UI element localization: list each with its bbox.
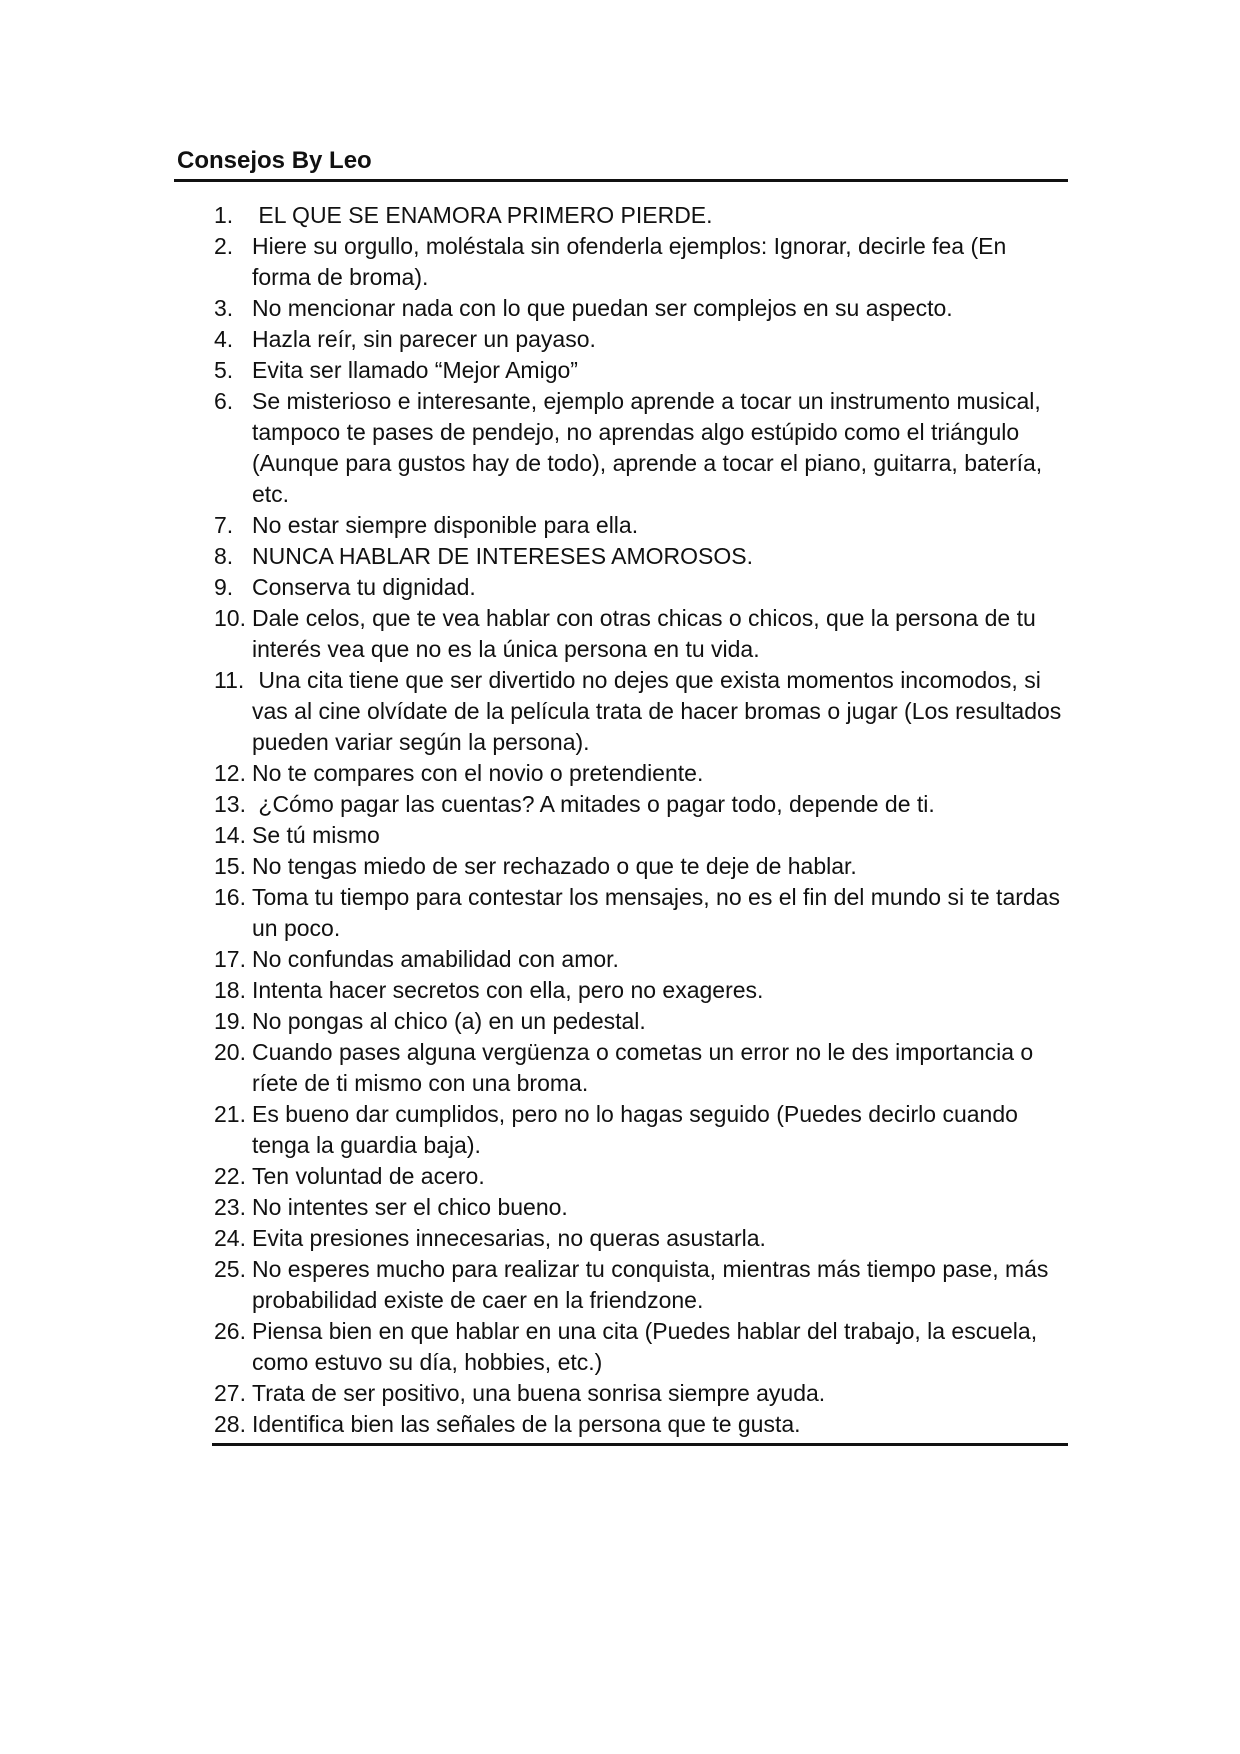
list-item <box>0 355 1240 386</box>
item-number: 27. <box>214 1380 246 1406</box>
list-item <box>0 1192 1240 1223</box>
list-item <box>0 789 1240 820</box>
item-number: 24. <box>214 1225 246 1251</box>
list-item <box>0 851 1240 882</box>
item-text: No estar siempre disponible para ella. <box>252 512 639 538</box>
item-number: 8. <box>214 543 234 569</box>
item-text: Identifica bien las señales de la persona que te gusta. <box>252 1411 801 1437</box>
item-text: Conserva tu dignidad. <box>252 574 476 600</box>
item-text: No esperes mucho para realizar tu conquista, mientras más tiempo pase, más probabilidad existe de caer en la friendzone. <box>252 1256 1055 1313</box>
item-text: Cuando pases alguna vergüenza o cometas un error no le des importancia o ríete de ti mismo con una broma. <box>252 1039 1040 1096</box>
item-number: 4. <box>214 326 234 352</box>
item-number: 9. <box>214 574 234 600</box>
item-text: Se misterioso e interesante, ejemplo aprende a tocar un instrumento musical, tampoco te pases de pendejo, no aprendas algo estúpido como el triángulo (Aunque para gustos hay de todo), aprende a tocar el piano, guitarra, batería, etc. <box>252 388 1049 507</box>
item-text: Evita ser llamado “Mejor Amigo” <box>252 357 578 383</box>
item-text: Trata de ser positivo, una buena sonrisa siempre ayuda. <box>252 1380 826 1406</box>
list-item <box>0 603 1240 665</box>
item-number: 16. <box>214 884 246 910</box>
item-text: ¿Cómo pagar las cuentas? A mitades o pagar todo, depende de ti. <box>252 791 935 817</box>
list-item <box>0 1223 1240 1254</box>
tips-list <box>0 200 1240 1440</box>
list-item <box>0 665 1240 758</box>
item-text: No te compares con el novio o pretendiente. <box>252 760 704 786</box>
item-number: 18. <box>214 977 246 1003</box>
list-bottom-rule <box>212 1443 1068 1446</box>
list-item <box>0 231 1240 293</box>
list-item <box>0 1378 1240 1409</box>
list-item <box>0 386 1240 510</box>
list-item <box>0 541 1240 572</box>
list-item <box>0 944 1240 975</box>
list-item <box>0 820 1240 851</box>
item-number: 22. <box>214 1163 246 1189</box>
item-text: No mencionar nada con lo que puedan ser complejos en su aspecto. <box>252 295 953 321</box>
item-text: Piensa bien en que hablar en una cita (Puedes hablar del trabajo, la escuela, como estuvo su día, hobbies, etc.) <box>252 1318 1044 1375</box>
document-title: Consejos By Leo <box>177 147 372 174</box>
list-item <box>0 1161 1240 1192</box>
list-item <box>0 1037 1240 1099</box>
item-text: Evita presiones innecesarias, no queras asustarla. <box>252 1225 766 1251</box>
item-number: 19. <box>214 1008 246 1034</box>
item-number: 11. <box>214 667 245 693</box>
item-number: 20. <box>214 1039 246 1065</box>
list-item <box>0 1316 1240 1378</box>
item-text: Una cita tiene que ser divertido no dejes que exista momentos incomodos, si vas al cine olvídate de la película trata de hacer bromas o jugar (Los resultados pueden variar según la persona). <box>252 667 1068 755</box>
item-number: 28. <box>214 1411 246 1437</box>
list-item <box>0 1006 1240 1037</box>
item-text: NUNCA HABLAR DE INTERESES AMOROSOS. <box>252 543 754 569</box>
list-item <box>0 510 1240 541</box>
item-text: Hiere su orgullo, moléstala sin ofenderla ejemplos: Ignorar, decirle fea (En forma de broma). <box>252 233 1013 290</box>
item-number: 15. <box>214 853 246 879</box>
item-number: 21. <box>214 1101 246 1127</box>
item-number: 3. <box>214 295 234 321</box>
list-item <box>0 1099 1240 1161</box>
list-item <box>0 882 1240 944</box>
item-number: 23. <box>214 1194 246 1220</box>
item-text: Es bueno dar cumplidos, pero no lo hagas seguido (Puedes decirlo cuando tenga la guardia baja). <box>252 1101 1025 1158</box>
item-text: No tengas miedo de ser rechazado o que te deje de hablar. <box>252 853 857 879</box>
list-item <box>0 1254 1240 1316</box>
item-text: Se tú mismo <box>252 822 380 848</box>
list-item <box>0 1409 1240 1440</box>
item-text: Dale celos, que te vea hablar con otras chicas o chicos, que la persona de tu interés vea que no es la única persona en tu vida. <box>252 605 1043 662</box>
item-number: 13. <box>214 791 246 817</box>
item-text: No confundas amabilidad con amor. <box>252 946 619 972</box>
list-item <box>0 758 1240 789</box>
item-number: 5. <box>214 357 234 383</box>
title-underline <box>174 179 1068 182</box>
item-number: 6. <box>214 388 234 414</box>
list-item <box>0 975 1240 1006</box>
item-text: Hazla reír, sin parecer un payaso. <box>252 326 596 352</box>
item-number: 7. <box>214 512 234 538</box>
list-item <box>0 324 1240 355</box>
item-number: 10. <box>214 605 246 631</box>
item-number: 1. <box>214 202 234 228</box>
item-number: 17. <box>214 946 246 972</box>
item-number: 25. <box>214 1256 246 1282</box>
list-item <box>0 572 1240 603</box>
item-text: Toma tu tiempo para contestar los mensajes, no es el fin del mundo si te tardas un poco. <box>252 884 1067 941</box>
list-item <box>0 293 1240 324</box>
item-text: EL QUE SE ENAMORA PRIMERO PIERDE. <box>252 202 713 228</box>
item-text: No pongas al chico (a) en un pedestal. <box>252 1008 646 1034</box>
item-number: 14. <box>214 822 246 848</box>
item-number: 12. <box>214 760 246 786</box>
item-text: No intentes ser el chico bueno. <box>252 1194 568 1220</box>
item-number: 26. <box>214 1318 246 1344</box>
item-number: 2. <box>214 233 234 259</box>
item-text: Intenta hacer secretos con ella, pero no exageres. <box>252 977 764 1003</box>
list-item <box>0 200 1240 231</box>
item-text: Ten voluntad de acero. <box>252 1163 485 1189</box>
